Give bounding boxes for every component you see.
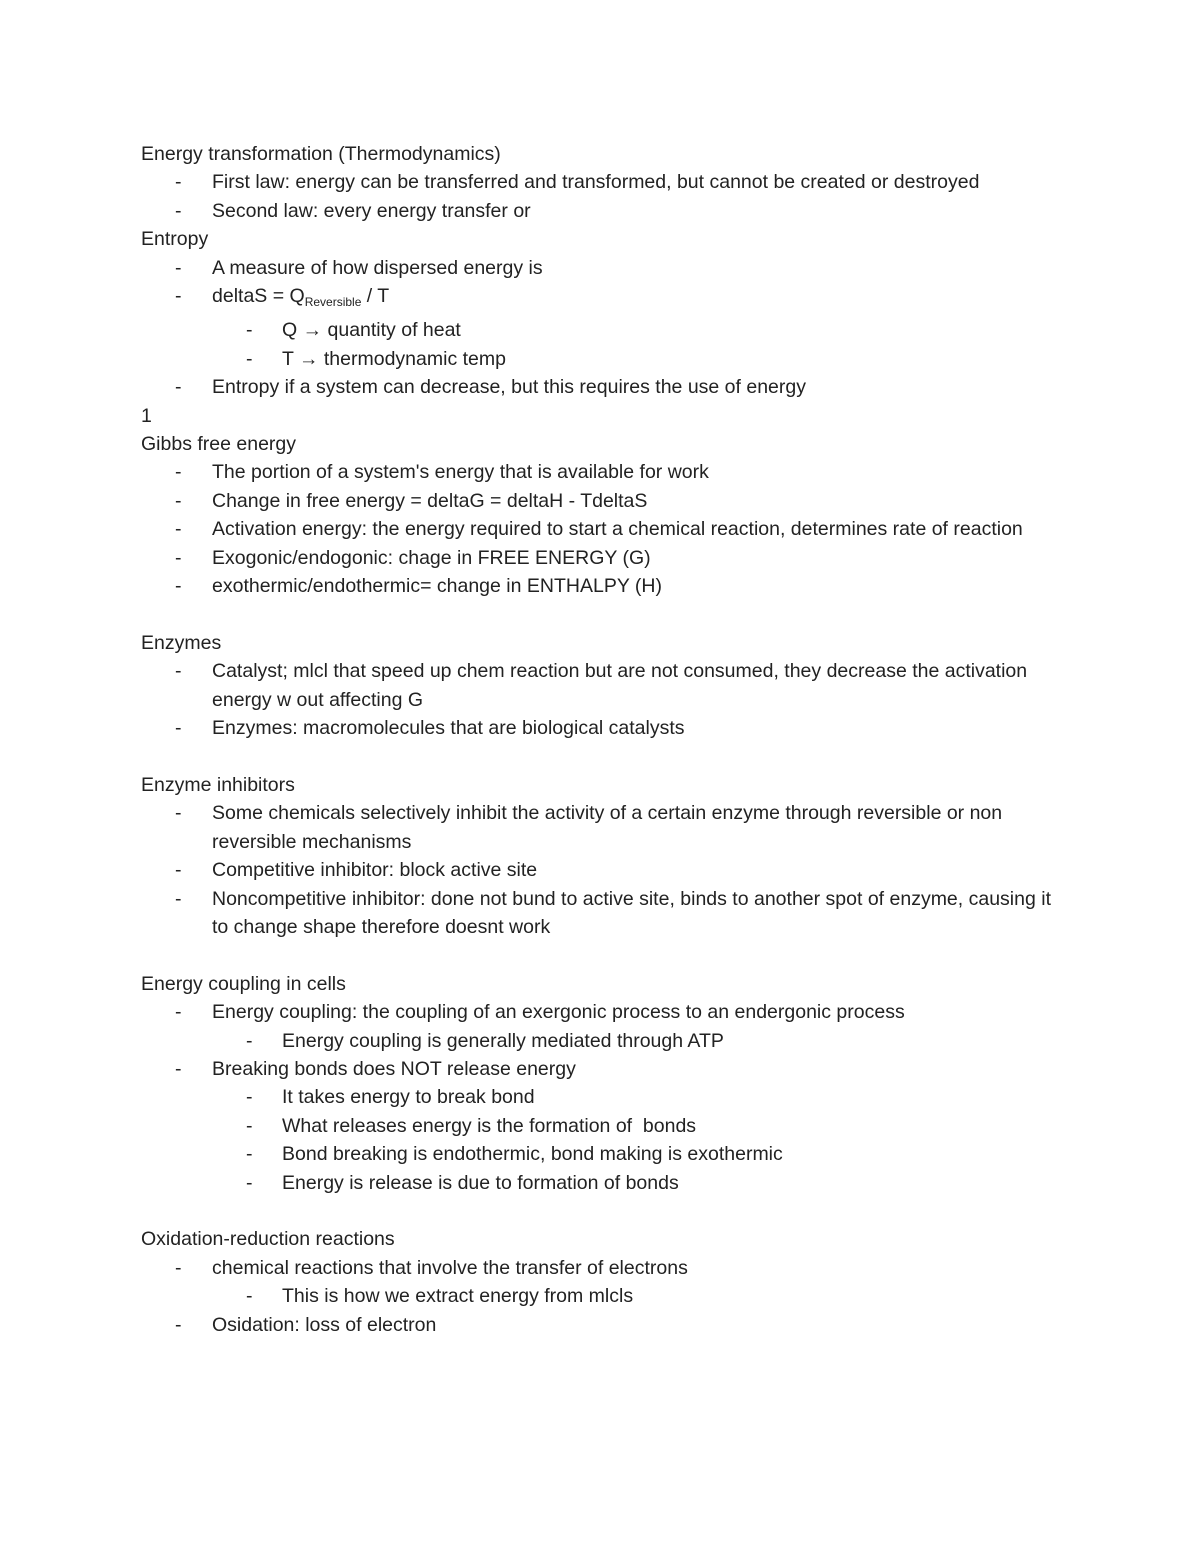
bullet-dash: - [246, 347, 253, 370]
list-item: - Competitive inhibitor: block active site [141, 856, 1061, 884]
bullet-dash: - [246, 1114, 253, 1137]
sub-list-item: - Energy coupling is generally mediated through ATP [141, 1027, 1061, 1055]
bullet-dash: - [175, 1256, 182, 1279]
list-item: - Exogonic/endogonic: chage in FREE ENERGY (G) [141, 544, 1061, 572]
section-heading-enzyme-inhibitors: Enzyme inhibitors [141, 773, 295, 796]
list-item: - Entropy if a system can decrease, but this requires the use of energy [141, 373, 1061, 401]
bullet-dash: - [175, 575, 182, 598]
sub-list-item: - Q → quantity of heat [141, 316, 1061, 344]
list-item: - A measure of how dispersed energy is [141, 254, 1061, 282]
formula-suffix: / T [361, 285, 390, 308]
formula-prefix: deltaS = Q [212, 285, 305, 308]
bullet-dash: - [175, 171, 182, 194]
bullet-dash: - [175, 1001, 182, 1024]
blank-line [141, 1197, 1061, 1225]
bullet-dash: - [246, 1143, 253, 1166]
bullet-dash: - [175, 1057, 182, 1080]
list-item: - Breaking bonds does NOT release energy [141, 1055, 1061, 1083]
bullet-dash: - [175, 518, 182, 541]
list-item: - chemical reactions that involve the transfer of electrons [141, 1254, 1061, 1282]
bullet-dash: - [246, 1171, 253, 1194]
list-item: - Some chemicals selectively inhibit the activity of a certain enzyme through reversible or non reversible mechanisms [141, 799, 1061, 856]
sub-list-item: - This is how we extract energy from mlcls [141, 1282, 1061, 1310]
list-item: - Activation energy: the energy required to start a chemical reaction, determines rate of reaction [141, 515, 1061, 543]
list-item: - Noncompetitive inhibitor: done not bund to active site, binds to another spot of enzyme, causing it to change shape therefore doesnt work [141, 885, 1061, 942]
bullet-dash: - [175, 256, 182, 279]
list-item: - Catalyst; mlcl that speed up chem reaction but are not consumed, they decrease the activation energy w out affecting G [141, 657, 1061, 714]
bullet-dash: - [175, 461, 182, 484]
bullet-dash: - [175, 717, 182, 740]
stray-number: 1 [141, 404, 152, 427]
blank-line [141, 601, 1061, 629]
sub-list-item: - What releases energy is the formation of bonds [141, 1112, 1061, 1140]
sub-list-item: - Energy is release is due to formation of bonds [141, 1169, 1061, 1197]
list-item: - First law: energy can be transferred and transformed, but cannot be created or destroyed [141, 168, 1061, 196]
list-item: - Energy coupling: the coupling of an exergonic process to an endergonic process [141, 998, 1061, 1026]
section-heading-oxidation-reduction: Oxidation-reduction reactions [141, 1228, 395, 1251]
section-heading-energy-coupling: Energy coupling in cells [141, 972, 346, 995]
bullet-dash: - [246, 1029, 253, 1052]
section-heading-gibbs-free-energy: Gibbs free energy [141, 433, 297, 456]
list-item: - The portion of a system's energy that is available for work [141, 458, 1061, 486]
bullet-dash: - [175, 1313, 182, 1336]
sub-list-item: - It takes energy to break bond [141, 1083, 1061, 1111]
list-item: - Enzymes: macromolecules that are biological catalysts [141, 714, 1061, 742]
list-item-formula [141, 282, 1061, 316]
bullet-dash: - [246, 319, 253, 342]
bullet-dash: - [175, 489, 182, 512]
notes-body [141, 140, 1061, 1339]
list-item: - Osidation: loss of electron [141, 1311, 1061, 1339]
bullet-dash: - [175, 887, 182, 910]
blank-line [141, 743, 1061, 771]
bullet-dash: - [175, 859, 182, 882]
bullet-dash: - [175, 199, 182, 222]
section-heading-entropy: Entropy [141, 228, 209, 251]
bullet-dash: - [175, 660, 182, 683]
bullet-dash: - [175, 285, 182, 308]
sub-list-item: - T → thermodynamic temp [141, 345, 1061, 373]
list-item: - Change in free energy = deltaG = deltaH - TdeltaS [141, 487, 1061, 515]
sub-list-item: - Bond breaking is endothermic, bond making is exothermic [141, 1140, 1061, 1168]
section-heading-enzymes: Enzymes [141, 631, 222, 654]
bullet-dash: - [246, 1285, 253, 1308]
section-heading-energy-transformation: Energy transformation (Thermodynamics) [141, 143, 501, 165]
blank-line [141, 941, 1061, 969]
bullet-dash: - [175, 546, 182, 569]
list-item: - Second law: every energy transfer or [141, 197, 1061, 225]
list-item: - exothermic/endothermic= change in ENTHALPY (H) [141, 572, 1061, 600]
bullet-dash: - [175, 802, 182, 825]
bullet-dash: - [175, 376, 182, 399]
formula-subscript: Reversible [304, 295, 362, 310]
bullet-dash: - [246, 1086, 253, 1109]
